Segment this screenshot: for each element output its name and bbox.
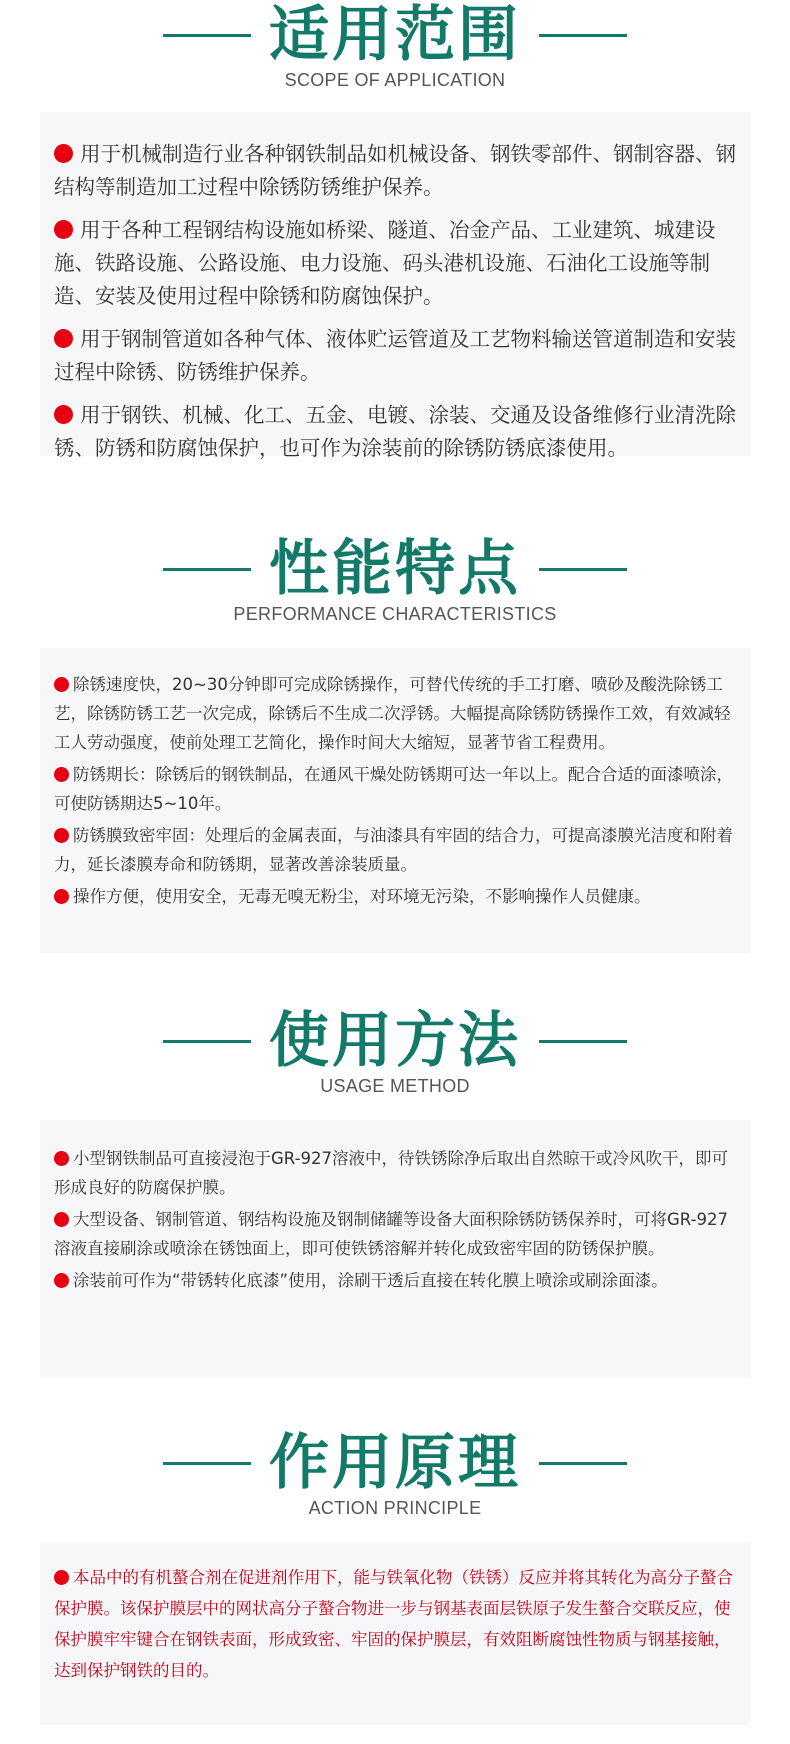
section-title: 作用原理 (269, 1428, 521, 1498)
list-item: 本品中的有机螯合剂在促进剂作用下，能与铁氧化物（铁锈）反应并将其转化为高分子螯合保护膜。该保护膜层中的网状高分子螯合物进一步与钢基表面层铁原子发生螯合交联反应，使保护膜牢牢键合在钢铁表面，形成致密、牢固的保护膜层，有效阻断腐蚀性物质与钢基接触，达到保护钢铁的目的。 (54, 1568, 733, 1680)
red-dot-icon (54, 889, 69, 904)
title-line-right (539, 34, 627, 37)
list-item: 大型设备、钢制管道、钢结构设施及钢制储罐等设备大面积除锈防锈保养时，可将GR-927溶液直接刷涂或喷涂在锈蚀面上，即可使铁锈溶解并转化成致密牢固的防锈保护膜。 (54, 1210, 729, 1258)
section-subtitle: SCOPE OF APPLICATION (284, 70, 506, 90)
list-item: 防锈膜致密牢固：处理后的金属表面，与油漆具有牢固的结合力，可提高漆膜光洁度和附着力，延长漆膜寿命和防锈期，显著改善涂装质量。 (54, 826, 733, 874)
red-dot-icon (54, 1273, 69, 1288)
red-dot-icon (54, 329, 73, 348)
red-dot-icon (54, 1570, 69, 1585)
principle-panel (40, 1542, 750, 1725)
list-item: 小型钢铁制品可直接浸泡于GR-927溶液中，待铁锈除净后取出自然晾干或冷风吹干，即可形成良好的防腐保护膜。 (54, 1149, 729, 1197)
red-dot-icon (54, 677, 69, 692)
title-line-left (163, 1462, 251, 1465)
red-dot-icon (54, 1151, 69, 1166)
section-subtitle: USAGE METHOD (320, 1076, 470, 1096)
red-dot-icon (54, 767, 69, 782)
list-item: 操作方便，使用安全，无毒无嗅无粉尘，对环境无污染，不影响操作人员健康。 (54, 882, 736, 911)
list-item: 用于机械制造行业各种钢铁制品如机械设备、钢铁零部件、钢制容器、钢结构等制造加工过程中除锈防锈维护保养。 (54, 142, 736, 199)
section-principle-header (0, 1428, 790, 1519)
list-item: 用于钢铁、机械、化工、五金、电镀、涂装、交通及设备维修行业清洗除锈、防锈和防腐蚀保护，也可作为涂装前的除锈防锈底漆使用。 (54, 403, 736, 460)
title-line-right (539, 568, 627, 571)
section-title: 适用范围 (269, 0, 521, 70)
red-dot-icon (54, 405, 73, 424)
red-dot-icon (54, 144, 73, 163)
scope-panel (40, 112, 750, 460)
title-line-right (539, 1040, 627, 1043)
list-item: 用于各种工程钢结构设施如桥梁、隧道、冶金产品、工业建筑、城建设施、铁路设施、公路设施、电力设施、码头港机设施、石油化工设施等制造、安装及使用过程中除锈和防腐蚀保护。 (54, 218, 716, 308)
section-title: 性能特点 (269, 534, 521, 604)
section-performance-header (0, 534, 790, 625)
red-dot-icon (54, 828, 69, 843)
performance-panel (40, 648, 750, 953)
section-subtitle: ACTION PRINCIPLE (308, 1498, 482, 1518)
title-line-left (163, 1040, 251, 1043)
title-line-left (163, 34, 251, 37)
section-title: 使用方法 (269, 1006, 521, 1076)
section-usage-header (0, 1006, 790, 1097)
red-dot-icon (54, 1212, 69, 1227)
list-item: 涂装前可作为“带锈转化底漆”使用，涂刷干透后直接在转化膜上喷涂或刷涂面漆。 (54, 1266, 736, 1295)
red-dot-icon (54, 220, 73, 239)
list-item: 除锈速度快，20~30分钟即可完成除锈操作，可替代传统的手工打磨、喷砂及酸洗除锈工艺，除锈防锈工艺一次完成，除锈后不生成二次浮锈。大幅提高除锈防锈操作工效，有效减轻工人劳动强度，使前处理工艺简化，操作时间大大缩短，显著节省工程费用。 (54, 675, 731, 752)
title-line-left (163, 568, 251, 571)
list-item: 用于钢制管道如各种气体、液体贮运管道及工艺物料输送管道制造和安装过程中除锈、防锈维护保养。 (54, 327, 736, 384)
section-scope-header (0, 0, 790, 91)
section-subtitle: PERFORMANCE CHARACTERISTICS (233, 604, 557, 624)
list-item: 防锈期长：除锈后的钢铁制品，在通风干燥处防锈期可达一年以上。配合合适的面漆喷涂，可使防锈期达5~10年。 (54, 765, 733, 813)
title-line-right (539, 1462, 627, 1465)
usage-panel (40, 1120, 750, 1378)
